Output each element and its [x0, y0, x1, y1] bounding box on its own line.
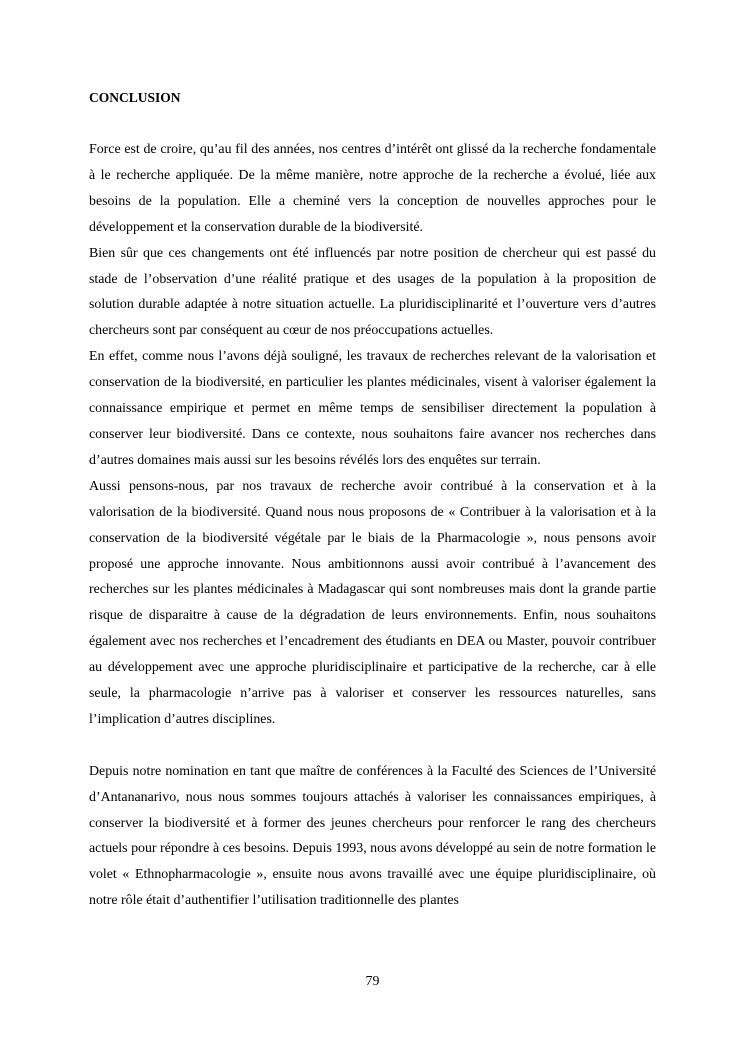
paragraph-nomination: Depuis notre nomination en tant que maître de conférences à la Faculté des Sciences de l’Université d’Antananarivo, nous nous sommes toujours attachés à valoriser les connaissances empiriques, à conserver la biodiversité et à former des jeunes chercheurs pour renforcer le rang des chercheurs actuels pour répondre à ces besoins. Depuis 1993, nous avons développé au sein de notre formation le volet « Ethnopharmacologie », ensuite nous avons travaillé avec une équipe pluridisciplinaire, où notre rôle était d’authentifier l’utilisation traditionnelle des plantes — [89, 763, 656, 909]
page-number: 79 — [365, 974, 380, 989]
section-heading: CONCLUSION — [89, 90, 181, 105]
paragraph-researcher-position: Bien sûr que ces changements ont été influencés par notre position de chercheur qui est passé du stade de l’observation d’une réalité pratique et des usages de la population à la proposition de solution durable adaptée à notre situation actuelle. La pluridisciplinarité et l’ouverture vers d’autres chercheurs sont par conséquent au cœur de nos préoccupations actuelles. — [89, 245, 656, 339]
body-text — [89, 137, 656, 914]
paragraph-intro: Force est de croire, qu’au fil des années, nos centres d’intérêt ont glissé da la recherche fondamentale à le recherche appliquée. De la même manière, notre approche de la recherche a évolué, liée aux besoins de la population. Elle a cheminé vers la conception de nouvelles approches pour le développement et la conservation durable de la biodiversité. — [89, 142, 656, 235]
paragraph-valorisation: En effet, comme nous l’avons déjà souligné, les travaux de recherches relevant de la valorisation et conservation de la biodiversité, en particulier les plantes médicinales, visent à valoriser également la connaissance empirique et permet en même temps de sensibiliser directement la population à conserver leur biodiversité. Dans ce contexte, nous souhaitons faire avancer nos recherches dans d’autres domaines mais aussi sur les besoins révélés lors des enquêtes sur terrain. — [89, 349, 656, 468]
paragraph-contribution: Aussi pensons-nous, par nos travaux de recherche avoir contribué à la conservation et à la valorisation de la biodiversité. Quand nous nous proposons de « Contribuer à la valorisation et à la conservation de la biodiversité végétale par le biais de la Pharmacologie », nous pensons avoir proposé une approche innovante. Nous ambitionnons aussi avoir contribué à l’avancement des recherches sur les plantes médicinales à Madagascar qui sont nombreuses mais dont la grande partie risque de disparaitre à cause de la dégradation de leurs environnements. Enfin, nous souhaitons également avec nos recherches et l’encadrement des étudiants en DEA ou Master, pouvoir contribuer au développement avec une approche pluridisciplinaire et participative de la recherche, car à elle seule, la pharmacologie n’arrive pas à valoriser et conserver les ressources naturelles, sans l’implication d’autres disciplines. — [89, 478, 656, 727]
